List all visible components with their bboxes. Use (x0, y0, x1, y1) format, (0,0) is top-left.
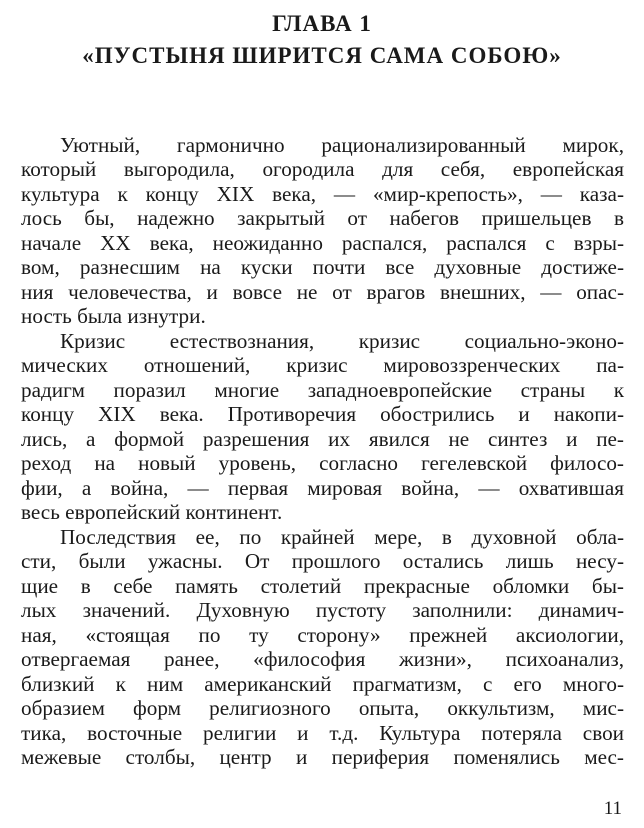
text-line: культура к концу XIX века, — «мир-крепость», — каза- (21, 182, 624, 206)
text-line: концу XIX века. Противоречия обострились и накопи- (21, 402, 624, 426)
text-line: лых значений. Духовную пустоту заполнили: динамич- (21, 598, 624, 622)
text-line: фии, а война, — первая мировая война, — охватившая (21, 476, 624, 500)
text-line: тика, восточные религии и т.д. Культура потеряла свои (21, 721, 624, 745)
text-line: Уютный, гармонично рационализированный мирок, (60, 133, 624, 157)
page-number: 11 (603, 798, 622, 819)
text-line: отвергаемая ранее, «философия жизни», психоанализ, (21, 647, 624, 671)
text-line: лось бы, надежно закрытый от набегов пришельцев в (21, 206, 624, 230)
chapter-number: ГЛАВА 1 (272, 11, 372, 36)
chapter-title: «ПУСТЫНЯ ШИРИТСЯ САМА СОБОЮ» (82, 43, 562, 68)
text-line: ния человечества, и вовсе не от врагов внешних, — опас- (21, 280, 624, 304)
text-line: радигм поразил многие западноевропейские страны к (21, 378, 624, 402)
text-line: близкий к ним американский прагматизм, с его много- (21, 672, 624, 696)
text-line: реход на новый уровень, согласно гегелевской филосо- (21, 451, 624, 475)
text-line: щие в себе память столетий прекрасные обломки бы- (21, 574, 624, 598)
text-line: сти, были ужасны. От прошлого остались лишь несу- (21, 549, 624, 573)
text-line: Кризис естествознания, кризис социально-эконо- (60, 329, 624, 353)
text-line: лись, а формой разрешения их явился не синтез и пе- (21, 427, 624, 451)
text-line: образием форм религиозного опыта, оккультизм, мис- (21, 696, 624, 720)
text-line: весь европейский континент. (21, 500, 283, 524)
text-line: который выгородила, огородила для себя, европейская (21, 157, 624, 181)
text-line: начале XX века, неожиданно распался, распался с взры- (21, 231, 624, 255)
text-line: мических отношений, кризис мировоззренческих па- (21, 353, 624, 377)
text-line: межевые столбы, центр и периферия поменялись мес- (21, 745, 624, 769)
text-line: Последствия ее, по крайней мере, в духовной обла- (60, 525, 624, 549)
text-line: вом, разнесшим на куски почти все духовные достиже- (21, 255, 624, 279)
text-line: ность была изнутри. (21, 304, 206, 328)
text-line: ная, «стоящая по ту сторону» прежней аксиологии, (21, 623, 624, 647)
